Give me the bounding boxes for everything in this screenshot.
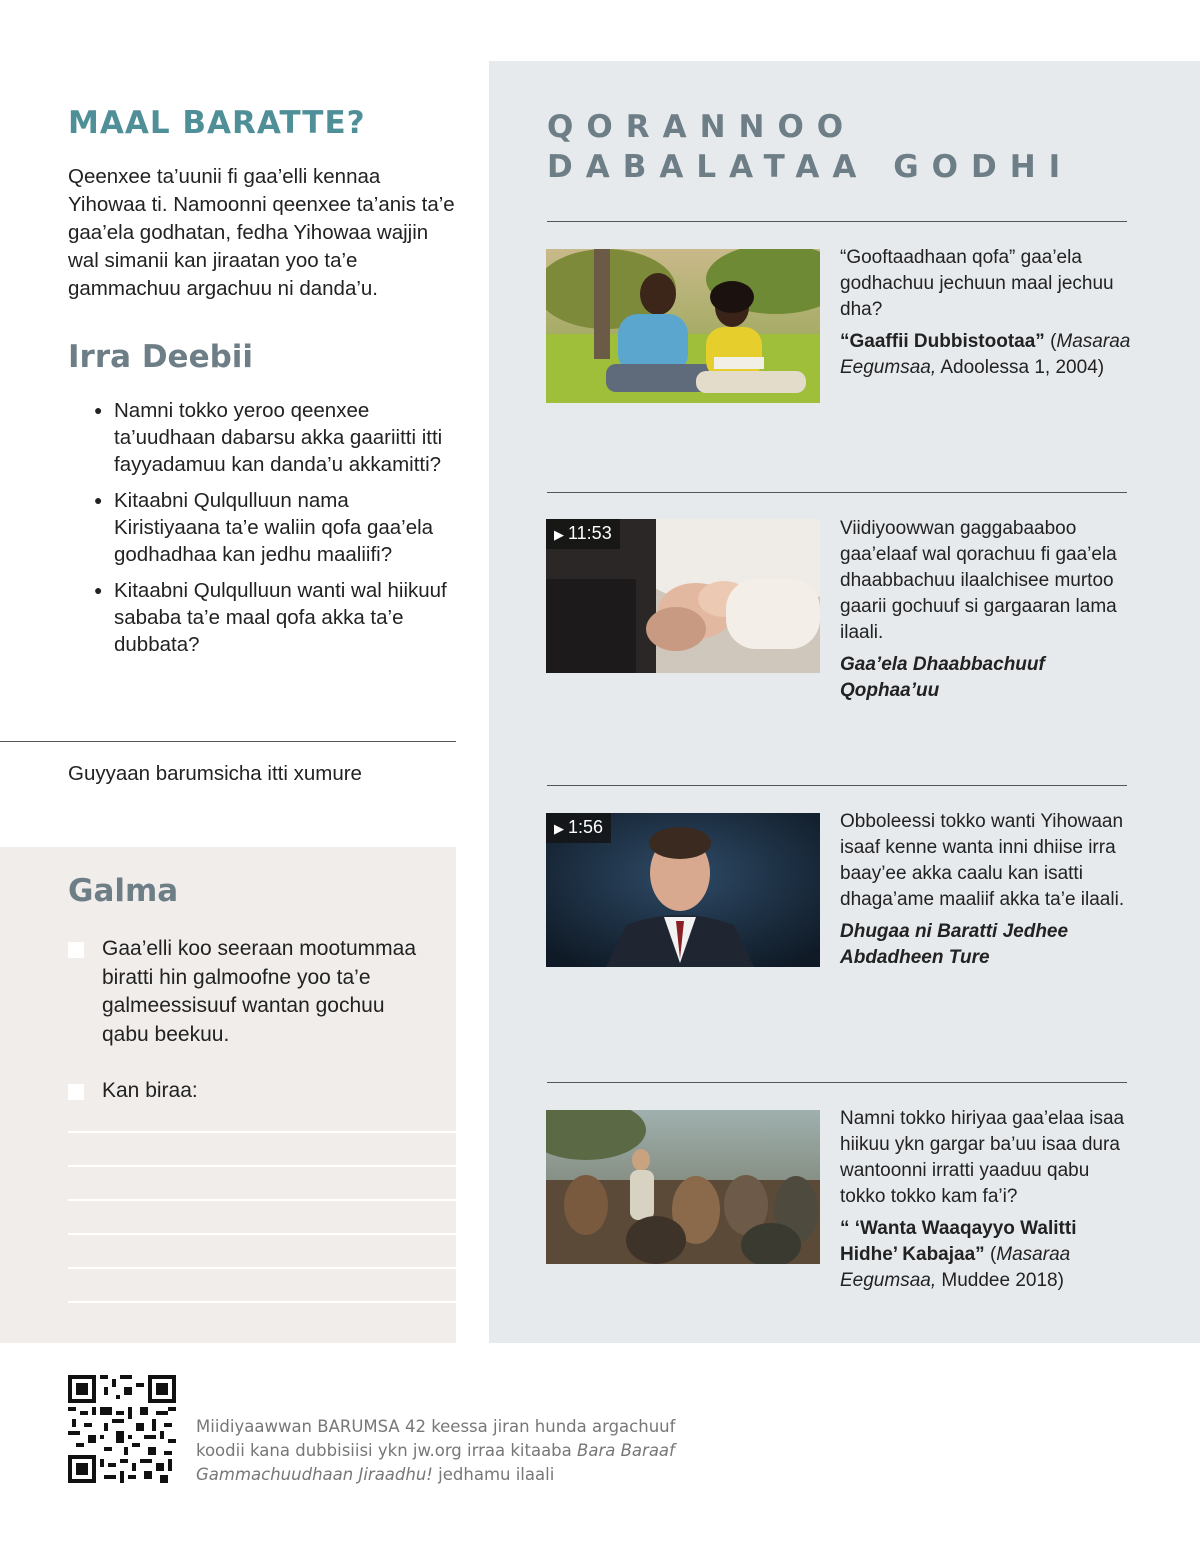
media-item	[840, 516, 1132, 704]
divider	[547, 221, 1127, 222]
video-duration: ▶ 11:53	[546, 519, 620, 549]
page-title: MAAL BARATTE?	[68, 105, 366, 141]
man-in-suit-video[interactable]	[546, 813, 820, 967]
media-description: Viidiyoowwan gaggabaaboo gaa’elaaf wal qorachuu fi gaa’ela dhaabbachuu ilaalchisee murtoo gaarii gochuuf si gargaaran lama ilaali.	[840, 518, 1117, 643]
play-icon: ▶	[554, 527, 564, 542]
divider	[547, 785, 1127, 786]
media-item	[840, 809, 1132, 971]
goal-checkbox[interactable]	[68, 942, 84, 958]
media-description: Obboleessi tokko wanti Yihowaan isaaf kenne wanta inni dhiise irra baay’ee akka caalu kan isatti dhaga’ame maaliif akka ta’e ilaali.	[840, 811, 1125, 910]
wedding-hands-video[interactable]	[546, 519, 820, 673]
goal-item[interactable]	[68, 935, 428, 1049]
video-duration: ▶ 1:56	[546, 813, 611, 843]
footer-note: Miidiyaawwan BARUMSA 42 keessa jiran hunda argachuuf koodii kana dubbisiisi ykn jw.org irraa kitaaba Bara Baraaf Gammachuudhaan Jiraadhu! jedhamu ilaali	[196, 1417, 676, 1484]
media-description: “Gooftaadhaan qofa” gaa’ela godhachuu jechuun maal jechuu dha?	[840, 247, 1114, 320]
write-line[interactable]	[68, 1165, 456, 1167]
goal-box	[0, 847, 456, 1343]
divider	[547, 1082, 1127, 1083]
review-question: ● Kitaabni Qulqulluun wanti wal hiikuuf sababa ta’e maal qofa akka ta’e dubbata?	[94, 577, 458, 658]
write-line[interactable]	[68, 1233, 456, 1235]
media-source[interactable]: Dhugaa ni Baratti Jedhee Abdadheen Ture	[840, 921, 1069, 968]
review-question: ● Namni tokko yeroo qeenxee ta’uudhaan dabarsu akka gaariitti itti fayyadamuu kan danda’u akkamitti?	[94, 397, 458, 478]
write-line[interactable]	[68, 1267, 456, 1269]
further-study-heading: QORANNOO DABALATAA GODHI	[547, 109, 1074, 185]
goal-item-other[interactable]	[68, 1077, 428, 1106]
review-questions	[94, 397, 458, 658]
goal-item-label: Kan biraa:	[102, 1079, 198, 1102]
media-source[interactable]: Gaa’ela Dhaabbachuuf Qophaa’uu	[840, 654, 1045, 701]
divider	[0, 741, 456, 742]
play-icon: ▶	[554, 821, 564, 836]
write-line[interactable]	[68, 1131, 456, 1133]
goal-checkbox[interactable]	[68, 1084, 84, 1100]
left-column	[68, 105, 458, 667]
review-question: ● Kitaabni Qulqulluun nama Kiristiyaana ta’e waliin qofa gaa’ela godhadhaa kan jedhu maaliifi?	[94, 487, 458, 568]
goal-item-label: Gaa’elli koo seeraan mootummaa biratti hin galmoofne yoo ta’e galmeessisuuf wantan gochuu qabu beekuu.	[102, 937, 416, 1046]
media-source[interactable]: “ ‘Wanta Waaqayyo Walitti Hidhe’ Kabajaa” (Masaraa Eegumsaa, Muddee 2018)	[840, 1218, 1077, 1291]
further-study-panel	[489, 61, 1200, 1343]
qr-code[interactable]	[68, 1375, 176, 1483]
write-line[interactable]	[68, 1199, 456, 1201]
divider	[547, 492, 1127, 493]
write-line[interactable]	[68, 1301, 456, 1303]
jesus-with-crowd-painting[interactable]	[546, 1110, 820, 1264]
goal-heading: Galma	[68, 873, 179, 909]
media-description: Namni tokko hiriyaa gaa’elaa isaa hiikuu ykn gargar ba’uu isaa dura wantoonni irratti yaaduu qabu tokko tokko kam fa’i?	[840, 1108, 1125, 1207]
couple-under-tree-photo[interactable]	[546, 249, 820, 403]
media-item	[840, 245, 1132, 381]
media-source[interactable]: “Gaaffii Dubbistootaa” (Masaraa Eegumsaa, Adoolessa 1, 2004)	[840, 331, 1131, 378]
completion-date-label: Guyyaan barumsicha itti xumure	[68, 762, 362, 785]
review-heading: Irra Deebii	[68, 339, 254, 375]
intro-paragraph: Qeenxee ta’uunii fi gaa’elli kennaa Yihowaa ti. Namoonni qeenxee ta’anis ta’e gaa’ela godhatan, fedha Yihowaa wajjin wal simanii kan jiraatan yoo ta’e gammachuu argachuu ni danda’u.	[68, 165, 455, 300]
media-item	[840, 1106, 1132, 1294]
